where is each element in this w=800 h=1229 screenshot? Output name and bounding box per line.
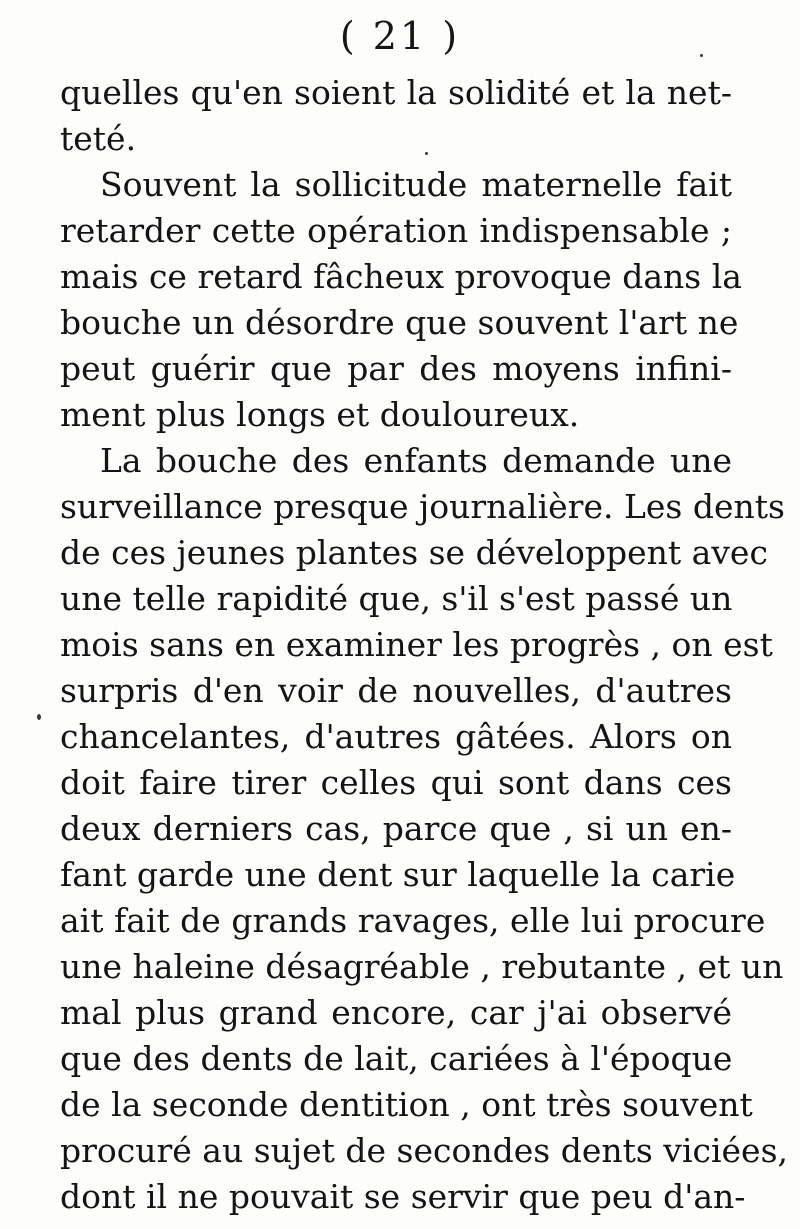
- text-line: de la seconde dentition , ont très souvent: [60, 1085, 753, 1124]
- text-line: dont il ne pouvait se servir que peu d'an-: [60, 1177, 746, 1216]
- page-number: ( 21 ): [339, 14, 461, 58]
- text-line: mais ce retard fâcheux provoque dans la: [60, 257, 742, 296]
- text-line: mal plus grand encore, car j'ai observé: [60, 993, 732, 1032]
- text-line: une telle rapidité que, s'il s'est passé un: [60, 579, 733, 618]
- text-line: une haleine désagréable , rebutante , et un: [60, 947, 784, 986]
- text-line: mois sans en examiner les progrès , on est: [60, 625, 773, 664]
- text-line: ait fait de grands ravages, elle lui procure: [60, 901, 766, 940]
- text-line: retarder cette opération indispensable ;: [60, 211, 732, 250]
- text-line: teté.: [60, 119, 137, 158]
- text-line: quelles qu'en soient la solidité et la net-: [60, 73, 732, 112]
- body-text: [60, 70, 789, 1220]
- ink-speck: [37, 714, 41, 720]
- ink-speck: [700, 54, 703, 57]
- text-line: doit faire tirer celles qui sont dans ces: [60, 763, 732, 802]
- text-line: La bouche des enfants demande une: [100, 441, 732, 480]
- text-line: deux derniers cas, parce que , si un en-: [60, 809, 732, 848]
- text-line: que des dents de lait, cariées à l'époque: [60, 1039, 733, 1078]
- text-line: bouche un désordre que souvent l'art ne: [60, 303, 739, 342]
- text-line: surpris d'en voir de nouvelles, d'autres: [60, 671, 732, 710]
- text-line: peut guérir que par des moyens infini-: [60, 349, 732, 388]
- text-line: Souvent la sollicitude maternelle fait: [100, 165, 732, 204]
- text-line: fant garde une dent sur laquelle la carie: [60, 855, 736, 894]
- text-line: surveillance presque journalière. Les dents: [60, 487, 785, 526]
- text-line: de ces jeunes plantes se développent avec: [60, 533, 768, 572]
- text-line: ment plus longs et douloureux.: [60, 395, 580, 434]
- ink-speck: [425, 152, 428, 155]
- text-line: chancelantes, d'autres gâtées. Alors on: [60, 717, 732, 756]
- text-line: procuré au sujet de secondes dents viciées,: [60, 1131, 789, 1170]
